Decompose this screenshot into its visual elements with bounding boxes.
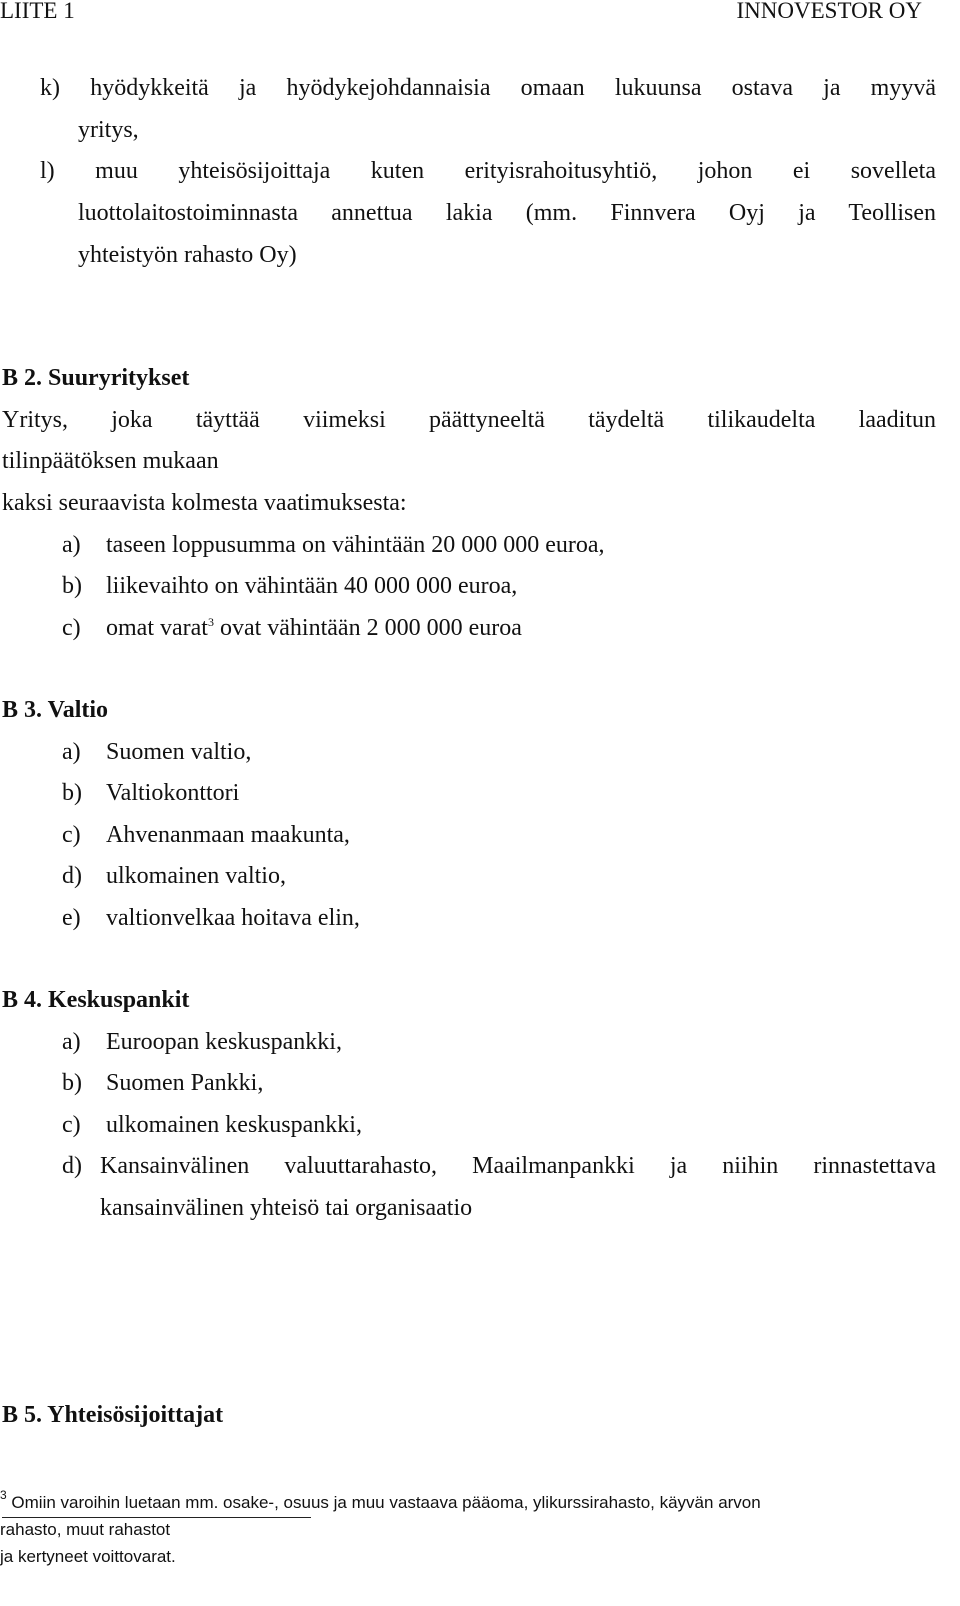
list-text: Ahvenanmaan maakunta, [106,822,350,848]
section-heading-b3: B 3. Valtio [2,697,109,723]
list-marker: l) [40,158,55,184]
list-item [62,1104,362,1146]
list-marker: k) [40,75,60,101]
list-marker: c) [62,615,81,641]
b2-intro-line1: Yritys, joka täyttää viimeksi päättyneeltä täydeltä tilikaudelta laaditun [2,407,936,433]
list-item-l-cont: luottolaitostoiminnasta annettua lakia (mm. Finnvera Oyj ja Teollisen [78,200,936,226]
list-item-l [40,150,936,192]
list-item [62,814,350,856]
list-text: Suomen Pankki, [106,1070,264,1096]
list-text: ovat vähintään 2 000 000 euroa [213,615,522,641]
list-text: Kansainvälinen valuuttarahasto, Maailmanpankki ja niihin rinnastettava [100,1153,936,1179]
list-item [62,607,522,649]
list-item [62,1062,263,1104]
list-item [62,1021,342,1063]
header-left: LIITE 1 [0,0,75,23]
list-item [62,565,517,607]
list-text: muu yhteisösijoittaja kuten erityisrahoitusyhtiö, johon ei sovelleta [95,158,937,184]
footnote-ref[interactable]: 3 [207,615,214,629]
list-marker: a) [62,532,81,558]
footnote-cont: rahasto, muut rahastot [0,1520,171,1539]
list-item-k-cont: yritys, [78,117,139,143]
list-marker: b) [62,780,82,806]
list-item-k [40,67,936,109]
list-item [62,524,605,566]
list-marker: d) [62,863,82,889]
list-text: taseen loppusumma on vähintään 20 000 000 euroa, [106,532,605,558]
footnote-number: 3 [0,1488,7,1502]
list-marker: b) [62,573,82,599]
list-marker: d) [62,1153,82,1179]
list-text: Valtiokonttori [106,780,240,806]
b2-intro-line3: kaksi seuraavista kolmesta vaatimuksesta: [2,490,407,516]
list-item [62,897,360,939]
list-text: omat varat [106,615,208,641]
list-text: ulkomainen keskuspankki, [106,1112,362,1138]
list-marker: a) [62,1029,81,1055]
section-heading-b4: B 4. Keskuspankit [2,987,190,1013]
list-text: Euroopan keskuspankki, [106,1029,342,1055]
list-text: hyödykkeitä ja hyödykejohdannaisia omaan lukuunsa ostava ja myyvä [90,75,936,101]
list-item [62,855,286,897]
b2-intro-line2: tilinpäätöksen mukaan [2,448,219,474]
list-marker: b) [62,1070,82,1096]
header-right: INNOVESTOR OY [736,0,922,23]
list-item [62,731,251,773]
section-heading-b5: B 5. Yhteisösijoittajat [2,1402,224,1428]
list-text: liikevaihto on vähintään 40 000 000 euroa, [106,573,518,599]
list-text-cont: kansainvälinen yhteisö tai organisaatio [100,1195,473,1221]
list-item-l-cont2: yhteistyön rahasto Oy) [78,242,297,268]
list-marker: c) [62,1112,81,1138]
section-heading-b2: B 2. Suuryritykset [2,365,190,391]
list-text: Suomen valtio, [106,739,252,765]
list-item [62,772,239,814]
list-marker: c) [62,822,81,848]
footnote-text: Omiin varoihin luetaan mm. osake-, osuus ja muu vastaava pääoma, ylikurssirahasto, käyvän arvon [11,1493,761,1512]
footnote [0,1489,761,1517]
list-marker: a) [62,739,81,765]
footnote-cont2: ja kertyneet voittovarat. [0,1547,176,1566]
list-text: valtionvelkaa hoitava elin, [106,905,360,931]
list-text: ulkomainen valtio, [106,863,286,889]
list-marker: e) [62,905,81,931]
